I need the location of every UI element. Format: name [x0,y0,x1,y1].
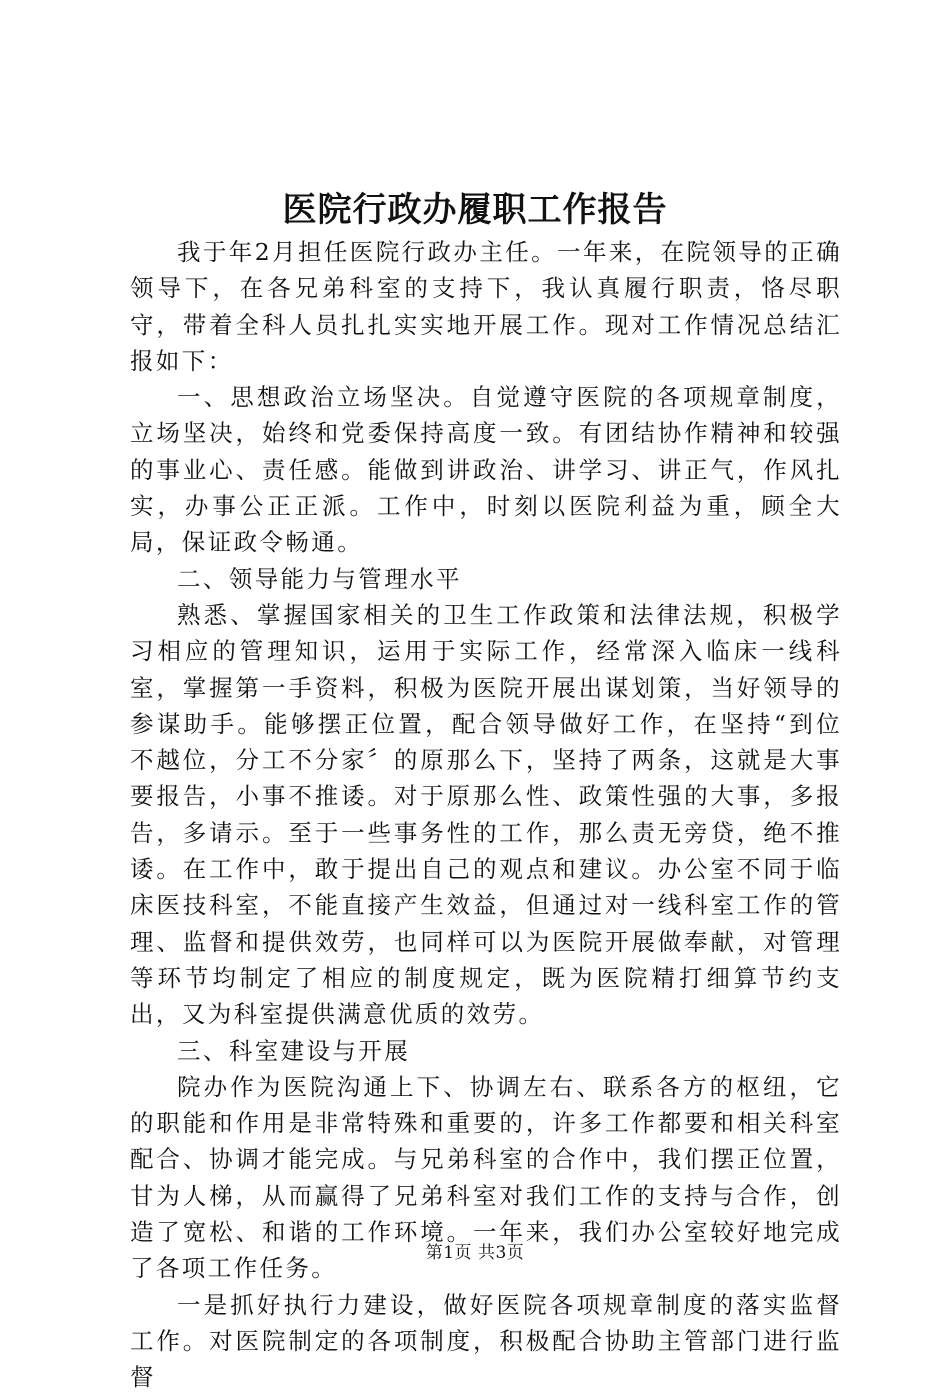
heading-section-3: 三、科室建设与开展 [177,1036,411,1065]
paragraph-intro: 我于年2月担任医院行政办主任。一年来，在院领导的正确领导下，在各兄弟科室的支持下，我认真履行职责，恪尽职守，带着全科人员扎扎实实地开展工作。现对工作情况总结汇报如下： [130,238,842,375]
paragraph-section-3-point-1: 一是抓好执行力建设，做好医院各项规章制度的落实监督工作。对医院制定的各项制度，积极配合协助主管部门进行监督 [130,1290,842,1392]
document-title: 医院行政办履职工作报告 [282,190,668,230]
heading-section-2: 二、领导能力与管理水平 [177,564,462,593]
page-number-footer: 第1页 共3页 [425,1243,525,1263]
paragraph-section-1: 一、思想政治立场坚决。自觉遵守医院的各项规章制度，立场坚决，始终和党委保持高度一致。有团结协作精神和较强的事业心、责任感。能做到讲政治、讲学习、讲正气，作风扎实，办事公正正派。工作中，时刻以医院利益为重，顾全大局，保证政令畅通。 [130,383,842,557]
paragraph-section-2: 熟悉、掌握国家相关的卫生工作政策和法律法规，积极学习相应的管理知识，运用于实际工作，经常深入临床一线科室，掌握第一手资料，积极为医院开展出谋划策，当好领导的参谋助手。能够摆正位置，配合领导做好工作，在坚持“到位不越位，分工不分家〞的原那么下，坚持了两条，这就是大事要报告，小事不推诿。对于原那么性、政策性强的大事，多报告，多请示。至于一些事务性的工作，那么责无旁贷，绝不推诿。在工作中，敢于提出自己的观点和建议。办公室不同于临床医技科室，不能直接产生效益，但通过对一线科室工作的管理、监督和提供效劳，也同样可以为医院开展做奉献，对管理等环节均制定了相应的制度规定，既为医院精打细算节约支出，又为科室提供满意优质的效劳。 [130,600,842,1029]
document-body [130,234,842,1396]
paragraph-section-3: 院办作为医院沟通上下、协调左右、联系各方的枢纽，它的职能和作用是非常特殊和重要的，许多工作都要和相关科室配合、协调才能完成。与兄弟科室的合作中，我们摆正位置，甘为人梯，从而赢得了兄弟科室对我们工作的支持与合作，创造了宽松、和谐的工作环境。一年来，我们办公室较好地完成了各项工作任务。 [130,1072,842,1283]
